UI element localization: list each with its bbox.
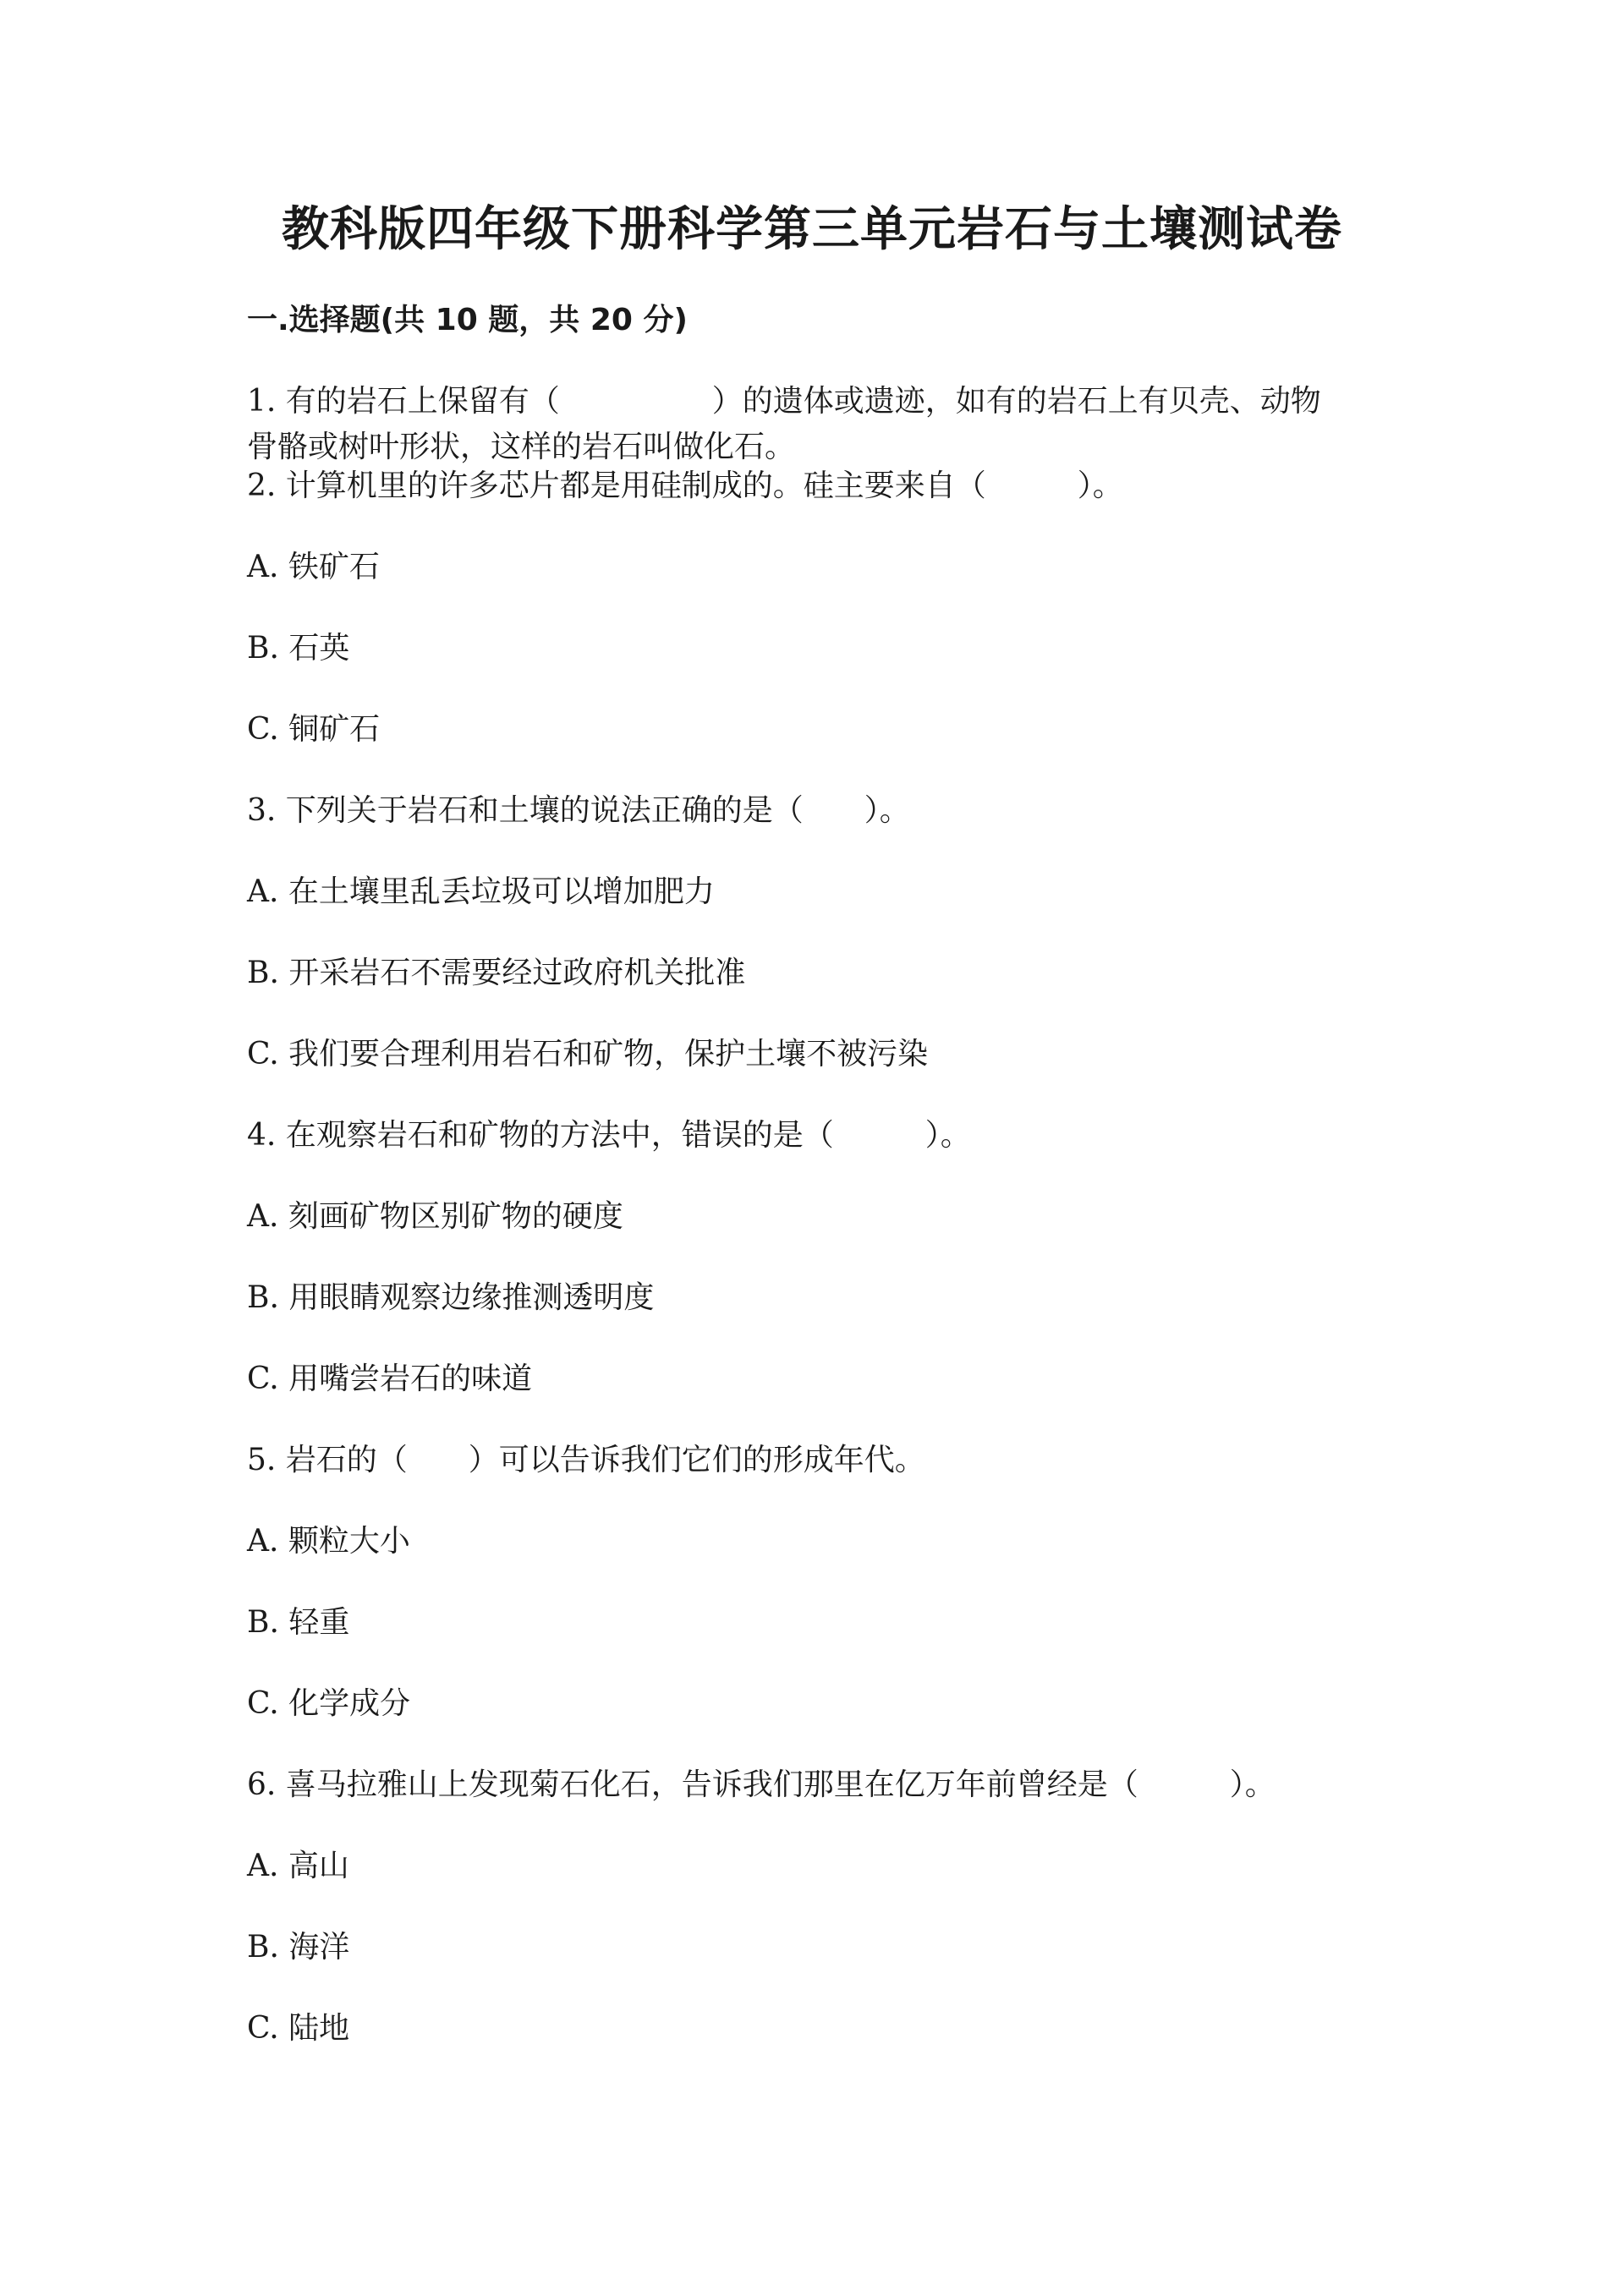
question-2-option-a: A. 铁矿石 — [247, 550, 380, 584]
question-3-stem: 3. 下列关于岩石和土壤的说法正确的是（ ）。 — [247, 793, 910, 828]
question-1 — [247, 379, 1397, 470]
question-4-option-a: A. 刻画矿物区别矿物的硬度 — [247, 1199, 623, 1234]
question-1-line-1: 1. 有的岩石上保留有（ ）的遗体或遗迹，如有的岩石上有贝壳、动物 — [247, 384, 1321, 419]
question-2-option-b: B. 石英 — [247, 631, 350, 666]
question-5-option-a: A. 颗粒大小 — [247, 1524, 410, 1559]
question-6-option-b: B. 海洋 — [247, 1930, 350, 1964]
section-heading: 一.选择题(共 10 题，共 20 分) — [247, 303, 688, 337]
question-3-option-b: B. 开采岩石不需要经过政府机关批准 — [247, 956, 746, 990]
question-4-stem: 4. 在观察岩石和矿物的方法中，错误的是（ ）。 — [247, 1118, 971, 1153]
question-6-stem: 6. 喜马拉雅山上发现菊石化石，告诉我们那里在亿万年前曾经是（ ）。 — [247, 1767, 1276, 1802]
question-3-option-c: C. 我们要合理利用岩石和矿物，保护土壤不被污染 — [247, 1037, 929, 1071]
page-title: 教科版四年级下册科学第三单元岩石与土壤测试卷 — [282, 202, 1342, 257]
question-5-option-b: B. 轻重 — [247, 1605, 350, 1640]
question-6-option-a: A. 高山 — [247, 1849, 349, 1883]
question-5-stem: 5. 岩石的（ ）可以告诉我们它们的形成年代。 — [247, 1443, 925, 1477]
question-2-option-c: C. 铜矿石 — [247, 712, 381, 747]
question-3-option-a: A. 在土壤里乱丢垃圾可以增加肥力 — [247, 874, 715, 909]
question-4-option-b: B. 用眼睛观察边缘推测透明度 — [247, 1280, 655, 1315]
question-2-stem: 2. 计算机里的许多芯片都是用硅制成的。硅主要来自（ ）。 — [247, 469, 1123, 503]
question-4-option-c: C. 用嘴尝岩石的味道 — [247, 1362, 533, 1396]
question-1-line-2: 骨骼或树叶形状，这样的岩石叫做化石。 — [247, 430, 796, 464]
question-5-option-c: C. 化学成分 — [247, 1686, 411, 1721]
question-6-option-c: C. 陆地 — [247, 2011, 350, 2046]
